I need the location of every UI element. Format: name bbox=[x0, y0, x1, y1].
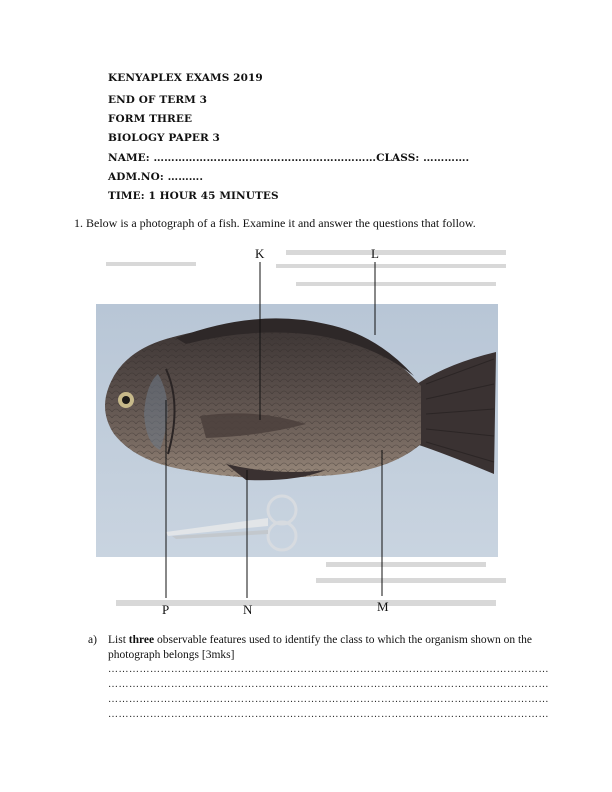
part-a-marker: a) bbox=[88, 634, 97, 646]
part-a-text-after: observable features used to identify the class to which the organism shown on the photograph belongs [3mks] bbox=[108, 634, 533, 661]
label-n: N bbox=[243, 602, 253, 617]
part-a-text-before: List bbox=[108, 634, 129, 646]
paper-line: BIOLOGY PAPER 3 bbox=[108, 132, 220, 144]
label-k: K bbox=[255, 246, 265, 261]
question-1-text: 1. Below is a photograph of a fish. Examine it and answer the questions that follow. bbox=[74, 216, 476, 230]
part-a-question bbox=[108, 633, 548, 663]
exam-title: KENYAPLEX EXAMS 2019 bbox=[108, 72, 263, 84]
label-l: L bbox=[371, 246, 379, 261]
form-line: FORM THREE bbox=[108, 113, 193, 125]
term-line: END OF TERM 3 bbox=[108, 94, 208, 106]
answer-line[interactable]: ……………………………………………………………………………………………………………… bbox=[108, 709, 549, 720]
answer-line[interactable]: ……………………………………………………………………………………………………………… bbox=[108, 664, 549, 675]
answer-line[interactable]: ……………………………………………………………………………………………………………… bbox=[108, 679, 549, 690]
time-line: TIME: 1 HOUR 45 MINUTES bbox=[108, 190, 279, 202]
adm-no-line: ADM.NO: ………. bbox=[108, 171, 204, 183]
answer-line[interactable]: ……………………………………………………………………………………………………………… bbox=[108, 694, 549, 705]
name-class-line: NAME: ………………………………………………………CLASS: …………. bbox=[108, 152, 470, 164]
label-p: P bbox=[162, 602, 170, 617]
part-a-bold-word: three bbox=[128, 634, 155, 646]
label-m: M bbox=[377, 599, 389, 614]
